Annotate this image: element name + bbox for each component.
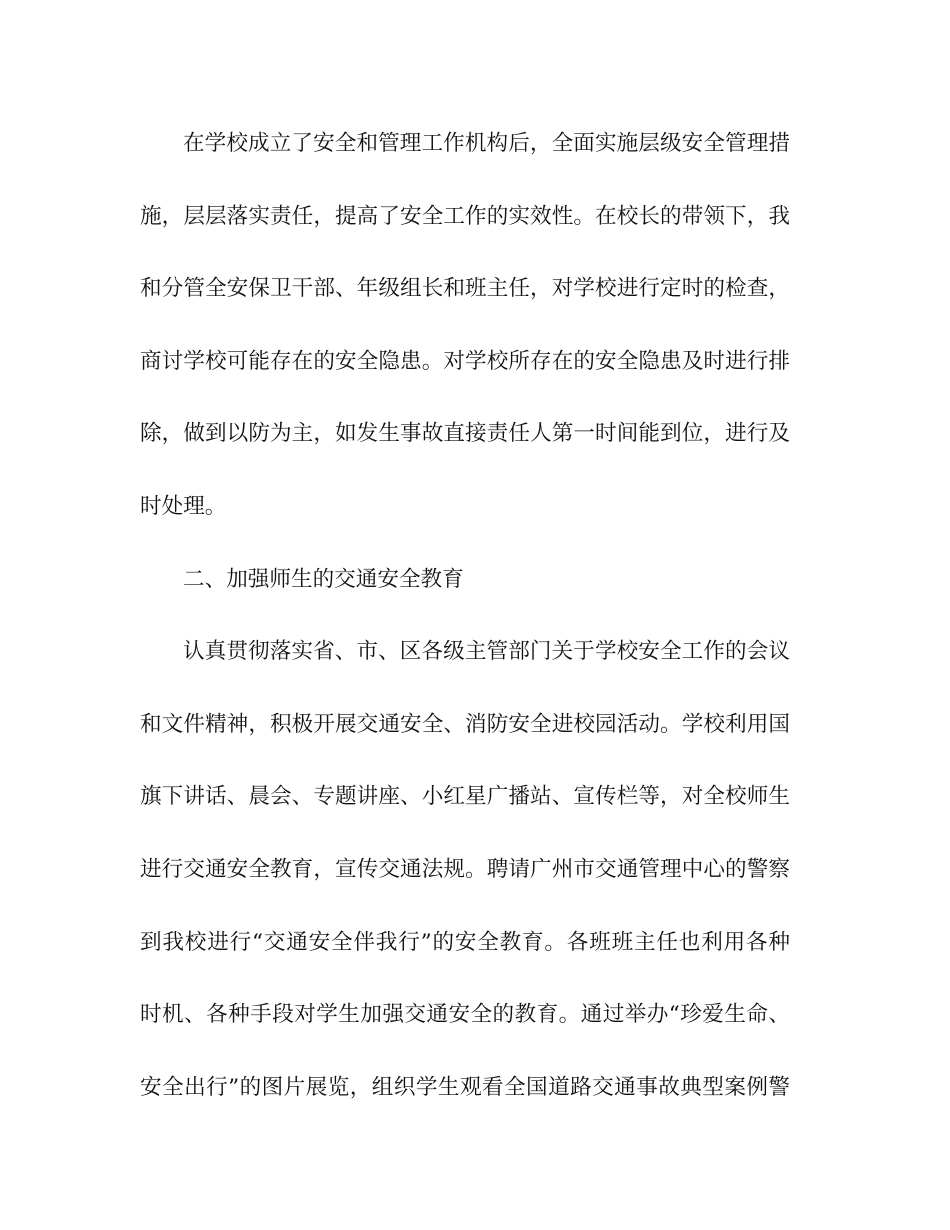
text-line: 施，层层落实责任，提高了安全工作的实效性。在校长的带领下，我 <box>140 203 790 229</box>
section-heading-text: 二、加强师生的交通安全教育 <box>183 566 464 592</box>
text-line: 商讨学校可能存在的安全隐患。对学校所存在的安全隐患及时进行排 <box>140 348 790 374</box>
text-line: 旗下讲话、晨会、专题讲座、小红星广播站、宣传栏等，对全校师生 <box>140 784 790 810</box>
text-line: 时机、各种手段对学生加强交通安全的教育。通过举办“珍爱生命、 <box>140 1002 790 1028</box>
text-line: 认真贯彻落实省、市、区各级主管部门关于学校安全工作的会议 <box>183 639 790 665</box>
text-line: 除，做到以防为主，如发生事故直接责任人第一时间能到位，进行及 <box>140 421 790 447</box>
text-line: 安全出行”的图片展览，组织学生观看全国道路交通事故典型案例警 <box>140 1074 790 1100</box>
text-line: 在学校成立了安全和管理工作机构后，全面实施层级安全管理措 <box>183 131 790 156</box>
text-line: 到我校进行“交通安全伴我行”的安全教育。各班班主任也利用各种 <box>140 929 790 955</box>
text-line: 时处理。 <box>140 493 227 519</box>
text-line: 和分管全安保卫干部、年级组长和班主任，对学校进行定时的检查， <box>140 276 790 302</box>
section-heading <box>140 544 790 617</box>
paragraph-safety-management <box>140 108 790 544</box>
text-line: 和文件精神，积极开展交通安全、消防安全进校园活动。学校利用国 <box>140 711 790 737</box>
document-body <box>140 108 790 1124</box>
text-line: 进行交通安全教育，宣传交通法规。聘请广州市交通管理中心的警察 <box>140 856 790 882</box>
paragraph-traffic-safety-education <box>140 616 790 1124</box>
